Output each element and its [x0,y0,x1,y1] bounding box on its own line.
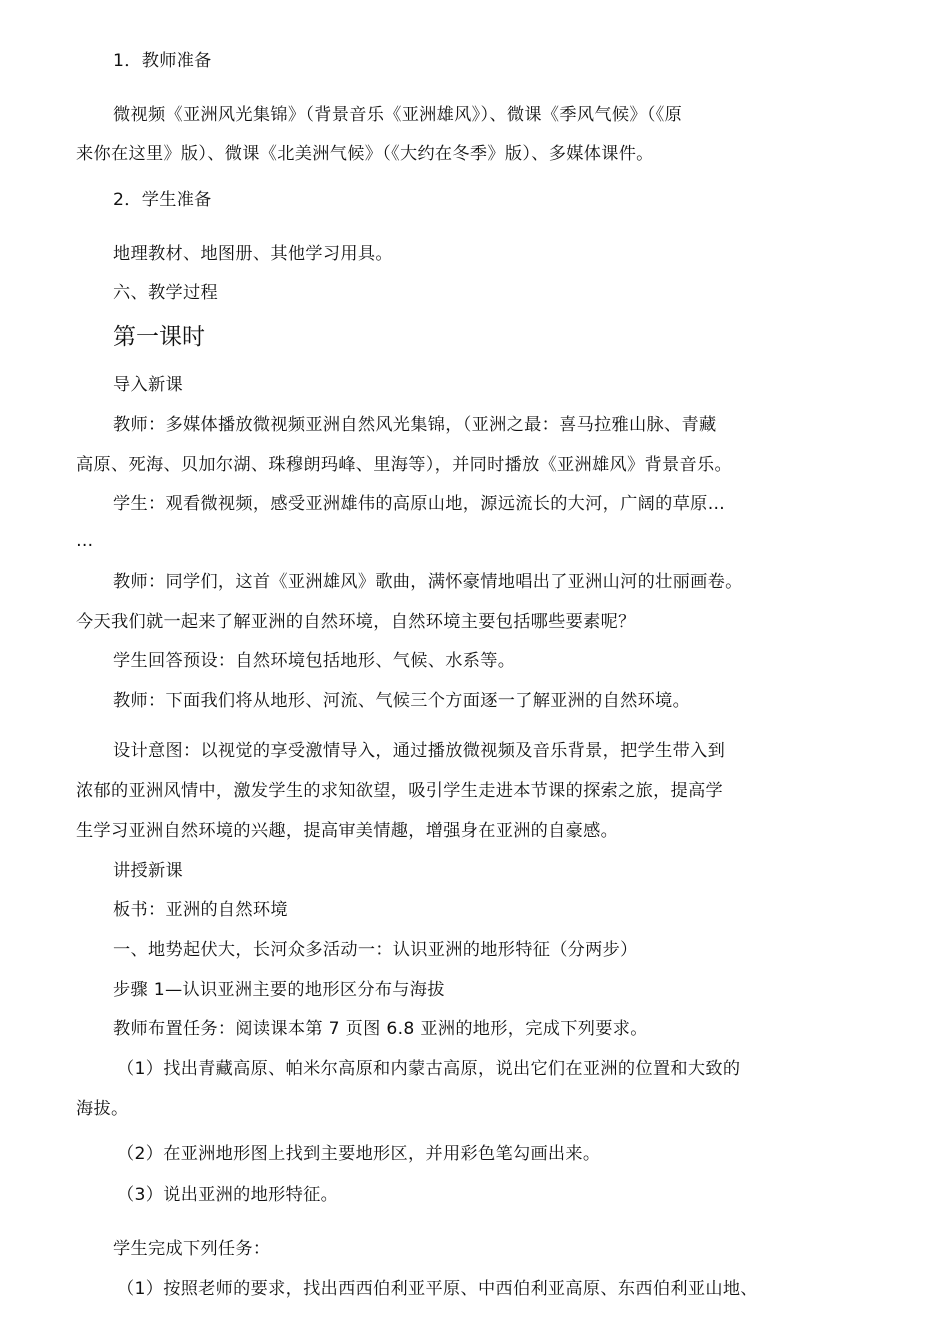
paragraph-line: 地理教材、地图册、其他学习用具。 [113,244,393,264]
paragraph-line: 学生完成下列任务： [113,1239,271,1259]
list-item: （2）在亚洲地形图上找到主要地形区，并用彩色笔勾画出来。 [117,1144,601,1164]
paragraph-line: 微视频《亚洲风光集锦》（背景音乐《亚洲雄风》）、微课《季风气候》（《原 [113,105,683,125]
paragraph-line: 学生回答预设：自然环境包括地形、气候、水系等。 [113,651,516,671]
paragraph-line: 学生：观看微视频，感受亚洲雄伟的高原山地，源远流长的大河，广阔的草原… [113,494,726,514]
section-heading: 六、教学过程 [113,283,218,303]
paragraph-line: … [76,531,94,551]
paragraph-line: 教师：下面我们将从地形、河流、气候三个方面逐一了解亚洲的自然环境。 [113,691,691,711]
paragraph-line: 来你在这里》版）、微课《北美洲气候》（《大约在冬季》版）、多媒体课件。 [76,144,654,164]
list-item: （3）说出亚洲的地形特征。 [117,1185,339,1205]
paragraph-line: 高原、死海、贝加尔湖、珠穆朗玛峰、里海等），并同时播放《亚洲雄风》背景音乐。 [76,455,732,475]
teacher-prep-heading: 1．教师准备 [113,51,212,71]
paragraph-line: 一、地势起伏大，长河众多活动一：认识亚洲的地形特征（分两步） [113,940,638,960]
paragraph-line: 海拔。 [76,1099,129,1119]
paragraph-line: 生学习亚洲自然环境的兴趣，提高审美情趣，增强身在亚洲的自豪感。 [76,821,619,841]
paragraph-line: 设计意图：以视觉的享受激情导入，通过播放微视频及音乐背景，把学生带入到 [113,741,726,761]
paragraph-line: 板书：亚洲的自然环境 [113,900,288,920]
subheading: 导入新课 [113,375,183,395]
paragraph-line: 教师布置任务：阅读课本第 7 页图 6.8 亚洲的地形，完成下列要求。 [113,1019,648,1039]
paragraph-line: 今天我们就一起来了解亚洲的自然环境，自然环境主要包括哪些要素呢？ [76,612,636,632]
paragraph-line: 教师：多媒体播放微视频亚洲自然风光集锦，（亚洲之最：喜马拉雅山脉、青藏 [113,415,717,435]
paragraph-line: 步骤 1—认识亚洲主要的地形区分布与海拔 [113,980,445,1000]
paragraph-line: 浓郁的亚洲风情中，激发学生的求知欲望，吸引学生走进本节课的探索之旅，提高学 [76,781,724,801]
subheading: 讲授新课 [113,861,183,881]
list-item: （1）按照老师的要求，找出西西伯利亚平原、中西伯利亚高原、东西伯利亚山地、 [117,1279,758,1299]
paragraph-line: 教师：同学们，这首《亚洲雄风》歌曲，满怀豪情地唱出了亚洲山河的壮丽画卷。 [113,572,743,592]
lesson-title: 第一课时 [113,324,205,350]
student-prep-heading: 2．学生准备 [113,190,212,210]
list-item: （1）找出青藏高原、帕米尔高原和内蒙古高原，说出它们在亚洲的位置和大致的 [117,1059,741,1079]
